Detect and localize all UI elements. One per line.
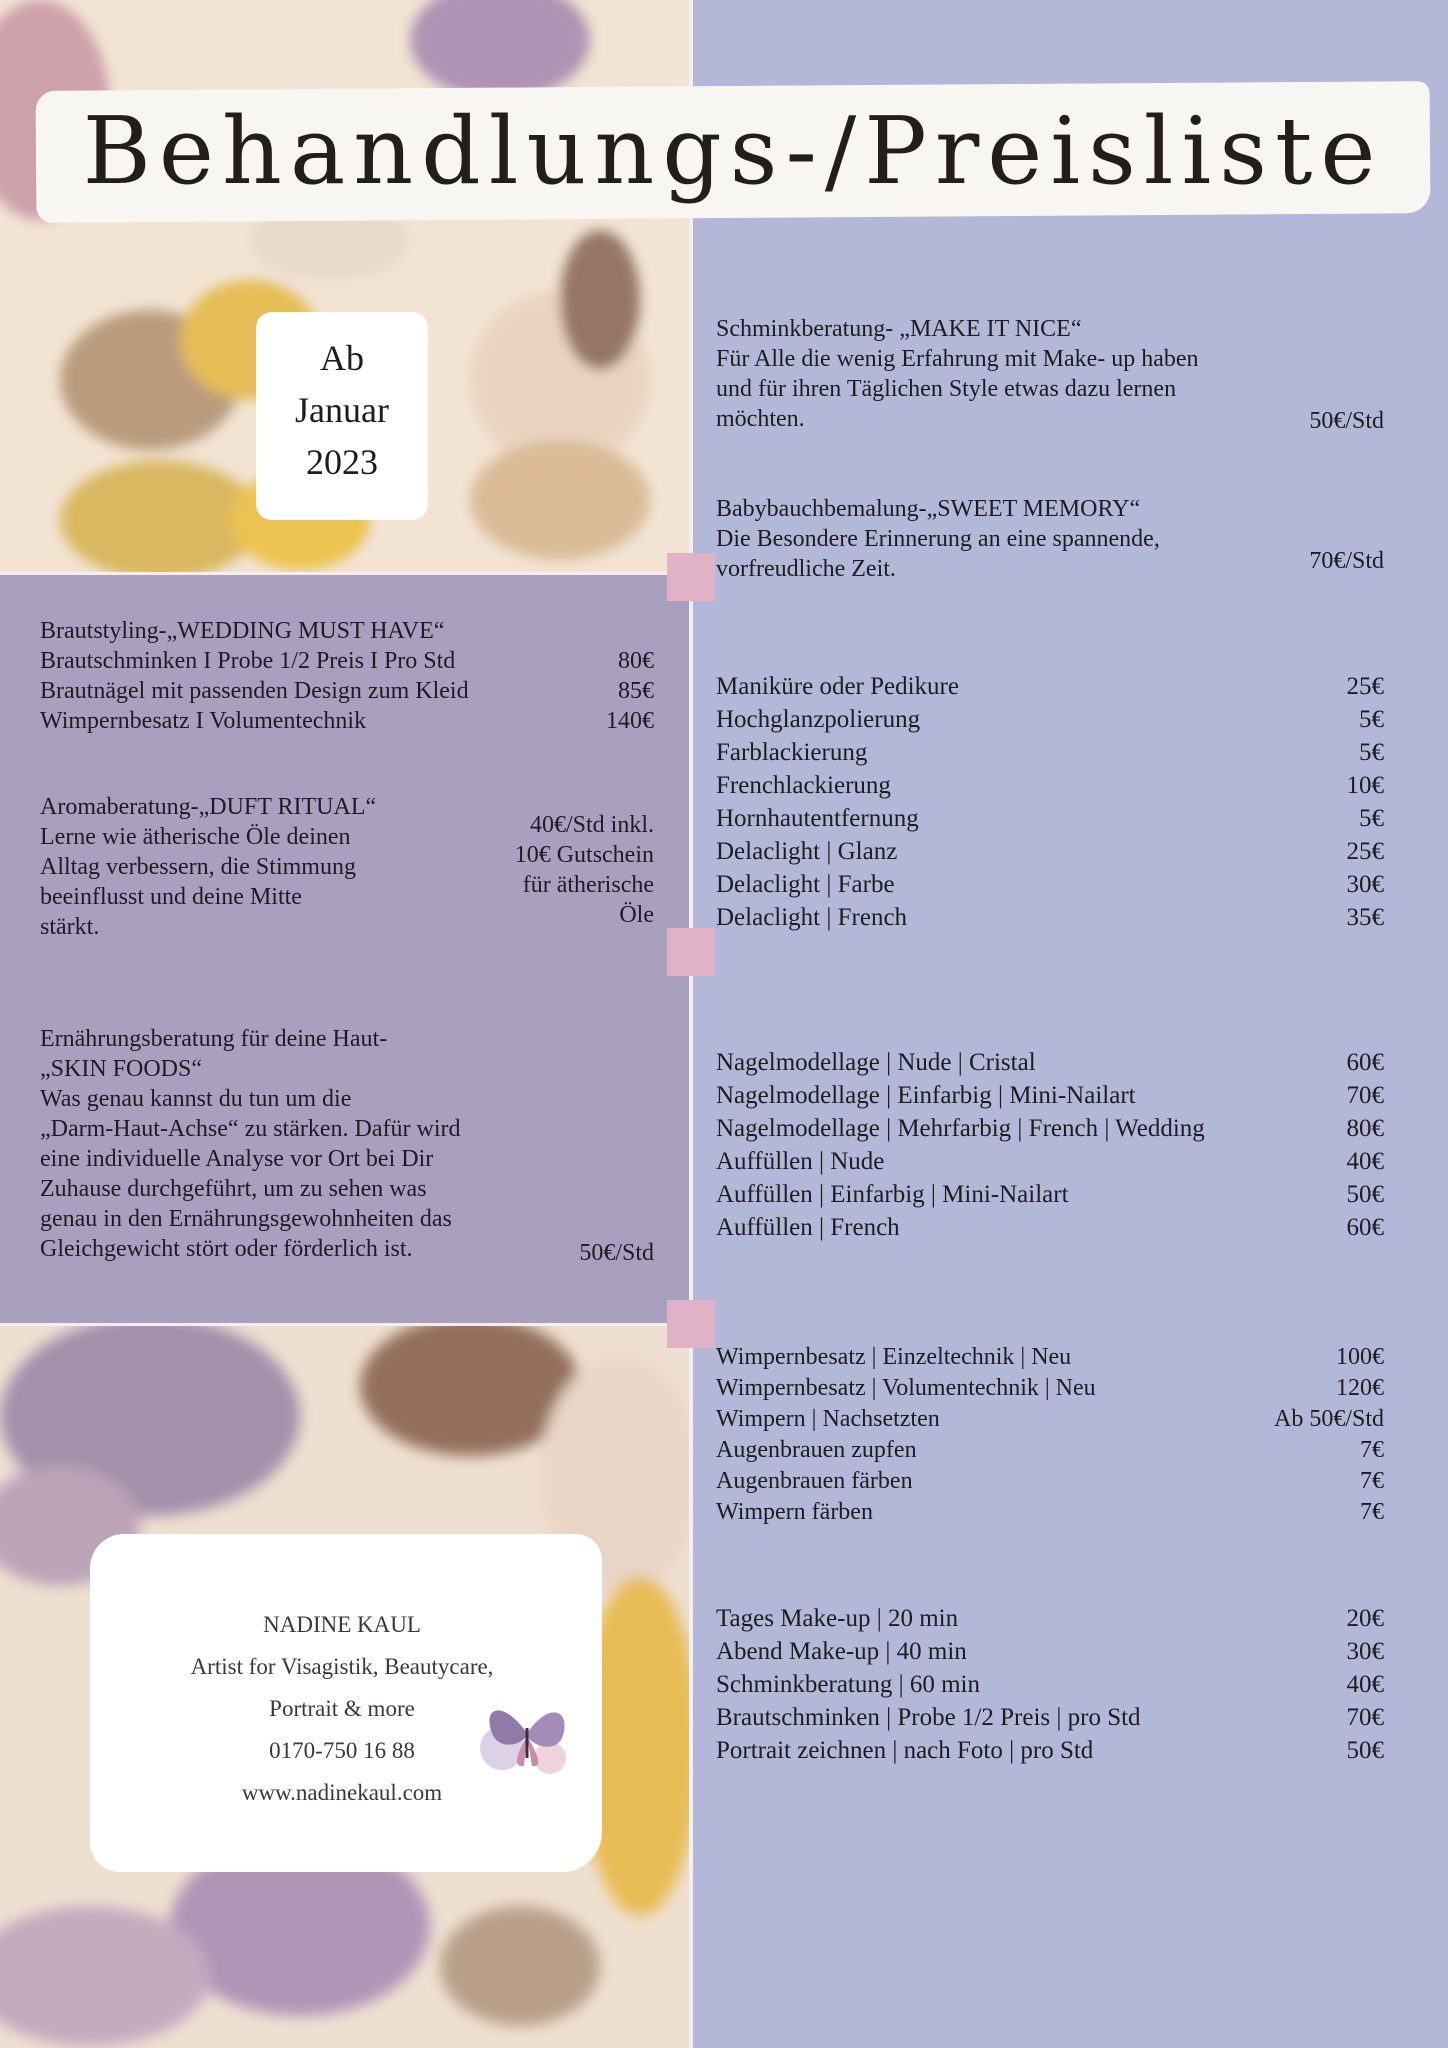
accent-square bbox=[667, 553, 715, 601]
make-it-nice-price: 50€/Std bbox=[1309, 408, 1384, 434]
contact-name: NADINE KAUL bbox=[263, 1612, 421, 1637]
sweet-memory-section: Babybauchbemalung-„SWEET MEMORY“ Die Besondere Erinnerung an eine spannende, vorfreudliche Zeit. bbox=[716, 494, 1386, 584]
contact-card bbox=[90, 1534, 602, 1872]
modellage-list bbox=[716, 1046, 1384, 1244]
butterfly-icon bbox=[472, 1678, 582, 1788]
contact-phone: 0170-750 16 88 bbox=[269, 1738, 415, 1763]
list-item: Hornhautentfernung 5€ bbox=[716, 805, 1384, 832]
contact-website[interactable]: www.nadinekaul.com bbox=[241, 1780, 443, 1805]
list-item: Nagelmodellage | Mehrfarbig | French | Wedding 80€ bbox=[716, 1115, 1384, 1142]
aroma-description: Lerne wie ätherische Öle deinen Alltag verbessern, die Stimmung beeinflusst und deine Mitte stärkt. bbox=[40, 824, 356, 940]
list-item: Schminkberatung | 60 min 40€ bbox=[716, 1671, 1384, 1698]
nutrition-section: Ernährungsberatung für deine Haut- „SKIN FOODS“ Was genau kannst du tun um die „Darm-Haut-Achse“ zu stärken. Dafür wird eine individuelle Analyse vor Ort bei Dir Zuhause durchgeführt, um zu sehen was genau in den Ernährungsgewohnheiten das Gleichgewicht stört oder förderlich ist. bbox=[40, 1024, 560, 1264]
date-badge-line1: Ab bbox=[320, 338, 364, 378]
list-item: Wimpernbesatz I Volumentechnik 140€ bbox=[40, 708, 654, 734]
make-it-nice-heading: Schminkberatung- „MAKE IT NICE“ bbox=[716, 316, 1082, 342]
list-item: Nagelmodellage | Einfarbig | Mini-Nailart 70€ bbox=[716, 1082, 1384, 1109]
accent-square bbox=[667, 928, 715, 976]
list-item: Augenbrauen färben 7€ bbox=[716, 1468, 1384, 1494]
date-badge bbox=[256, 312, 428, 520]
list-item: Brautnägel mit passenden Design zum Kleid 85€ bbox=[40, 678, 654, 704]
makeup-list bbox=[716, 1602, 1384, 1767]
lashes-list bbox=[716, 1342, 1384, 1528]
list-item: Frenchlackierung 10€ bbox=[716, 772, 1384, 799]
list-item: Wimpern färben 7€ bbox=[716, 1499, 1384, 1525]
nutrition-heading: Ernährungsberatung für deine Haut- bbox=[40, 1026, 388, 1052]
nutrition-price: 50€/Std bbox=[579, 1240, 654, 1266]
accent-square bbox=[667, 1300, 715, 1348]
list-item: Tages Make-up | 20 min 20€ bbox=[716, 1605, 1384, 1632]
list-item: Abend Make-up | 40 min 30€ bbox=[716, 1638, 1384, 1665]
list-item: Nagelmodellage | Nude | Cristal 60€ bbox=[716, 1049, 1384, 1076]
date-badge-line3: 2023 bbox=[306, 442, 378, 482]
make-it-nice-section: Schminkberatung- „MAKE IT NICE“ Für Alle die wenig Erfahrung mit Make- up haben und für ihren Täglichen Style etwas dazu lernen möchten. bbox=[716, 314, 1386, 434]
list-item: Augenbrauen zupfen 7€ bbox=[716, 1437, 1384, 1463]
list-item: Wimpernbesatz | Volumentechnik | Neu 120€ bbox=[716, 1375, 1384, 1401]
sweet-memory-price: 70€/Std bbox=[1309, 548, 1384, 574]
sweet-memory-heading: Babybauchbemalung-„SWEET MEMORY“ bbox=[716, 496, 1141, 522]
contact-tagline: Portrait & more bbox=[269, 1696, 415, 1721]
list-item: Farblackierung 5€ bbox=[716, 739, 1384, 766]
aroma-heading: Aromaberatung-„DUFT RITUAL“ bbox=[40, 794, 377, 820]
list-item: Auffüllen | French 60€ bbox=[716, 1214, 1384, 1241]
aroma-price: 40€/Std inkl. 10€ Gutschein für ätherische Öle bbox=[514, 812, 654, 928]
wedding-section bbox=[40, 616, 654, 736]
list-item: Hochglanzpolierung 5€ bbox=[716, 706, 1384, 733]
list-item: Delaclight | Glanz 25€ bbox=[716, 838, 1384, 865]
page-title: Behandlungs-/Preisliste bbox=[82, 97, 1384, 205]
list-item: Brautschminken | Probe 1/2 Preis | pro Std 70€ bbox=[716, 1704, 1384, 1731]
list-item: Delaclight | French 35€ bbox=[716, 904, 1384, 931]
contact-tagline: Artist for Visagistik, Beautycare, bbox=[190, 1654, 494, 1679]
list-item: Auffüllen | Einfarbig | Mini-Nailart 50€ bbox=[716, 1181, 1384, 1208]
list-item: Auffüllen | Nude 40€ bbox=[716, 1148, 1384, 1175]
list-item: Delaclight | Farbe 30€ bbox=[716, 871, 1384, 898]
list-item: Wimpern | Nachsetzten Ab 50€/Std bbox=[716, 1406, 1384, 1432]
date-badge-line2: Januar bbox=[295, 390, 389, 430]
list-item: Brautschminken I Probe 1/2 Preis I Pro Std 80€ bbox=[40, 648, 654, 674]
list-item: Portrait zeichnen | nach Foto | pro Std 50€ bbox=[716, 1737, 1384, 1764]
nails-list bbox=[716, 670, 1384, 934]
wedding-heading: Brautstyling-„WEDDING MUST HAVE“ bbox=[40, 618, 445, 644]
list-item: Maniküre oder Pedikure 25€ bbox=[716, 673, 1384, 700]
list-item: Wimpernbesatz | Einzeltechnik | Neu 100€ bbox=[716, 1344, 1384, 1370]
